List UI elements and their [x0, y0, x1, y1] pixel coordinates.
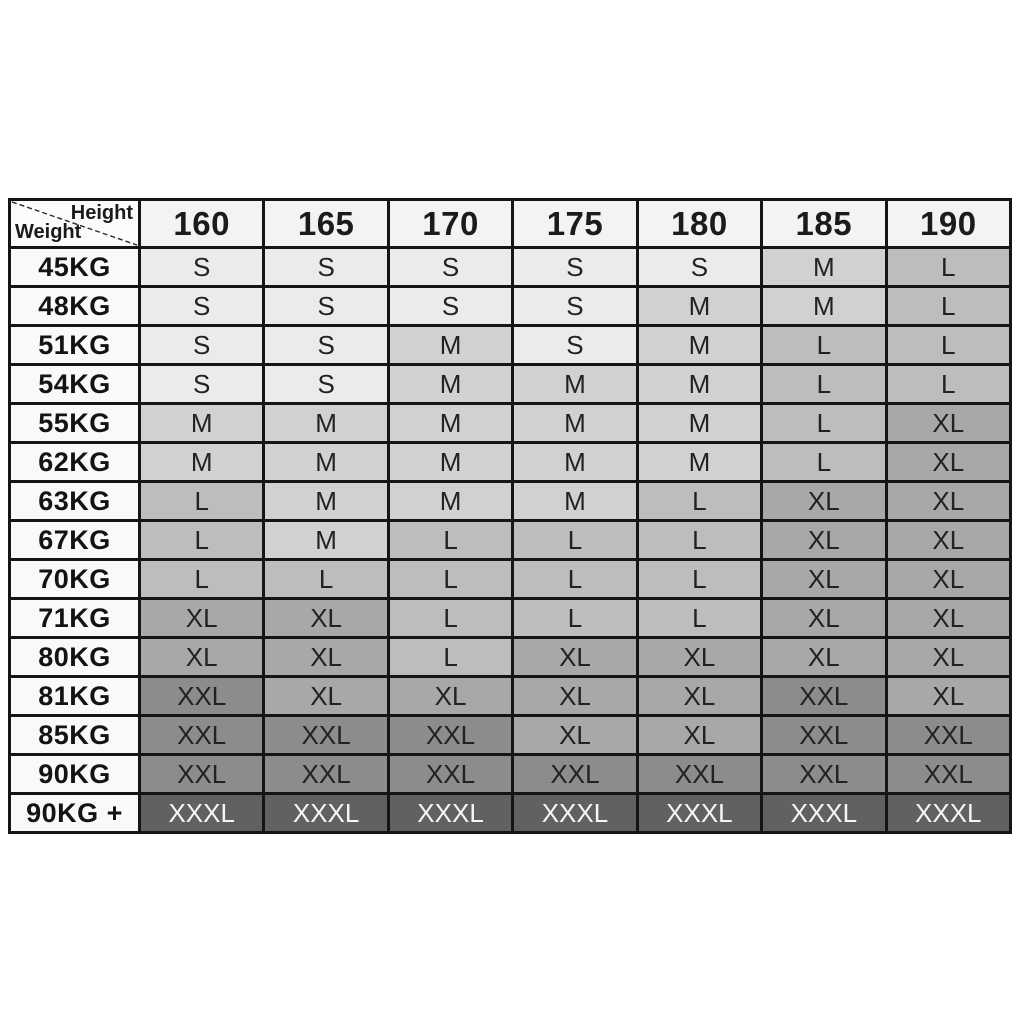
weight-label: 80KG [10, 638, 140, 677]
table-row [10, 716, 1011, 755]
size-cell: S [388, 248, 512, 287]
size-cell: XL [513, 677, 637, 716]
table-row [10, 599, 1011, 638]
weight-label: 81KG [10, 677, 140, 716]
size-cell: S [264, 365, 388, 404]
size-cell: XL [264, 599, 388, 638]
weight-label: 45KG [10, 248, 140, 287]
size-chart-body [10, 248, 1011, 833]
weight-label: 55KG [10, 404, 140, 443]
table-row [10, 404, 1011, 443]
size-cell: XL [886, 482, 1010, 521]
size-cell: XL [886, 638, 1010, 677]
size-cell: S [140, 365, 264, 404]
size-cell: L [886, 326, 1010, 365]
weight-label: 85KG [10, 716, 140, 755]
size-cell: XL [886, 521, 1010, 560]
table-row [10, 287, 1011, 326]
size-cell: XL [637, 638, 761, 677]
size-cell: S [140, 248, 264, 287]
size-cell: XXXL [140, 794, 264, 833]
height-header: 180 [637, 200, 761, 248]
table-row [10, 755, 1011, 794]
size-cell: XXL [762, 677, 886, 716]
size-cell: XL [886, 599, 1010, 638]
size-cell: XL [886, 677, 1010, 716]
size-cell: XXL [513, 755, 637, 794]
size-cell: XXL [388, 716, 512, 755]
size-cell: M [762, 287, 886, 326]
size-cell: XXL [762, 716, 886, 755]
size-cell: S [140, 287, 264, 326]
table-row [10, 326, 1011, 365]
size-cell: M [762, 248, 886, 287]
table-row [10, 638, 1011, 677]
height-header: 170 [388, 200, 512, 248]
corner-height-label: Height [70, 202, 133, 224]
weight-label: 90KG [10, 755, 140, 794]
size-cell: S [513, 248, 637, 287]
size-cell: XXL [637, 755, 761, 794]
table-row [10, 794, 1011, 833]
corner-weight-label: Weight [15, 221, 82, 243]
size-cell: XXXL [762, 794, 886, 833]
size-cell: XL [140, 599, 264, 638]
size-cell: XL [264, 677, 388, 716]
size-cell: S [513, 326, 637, 365]
size-cell: M [513, 404, 637, 443]
size-cell: M [264, 404, 388, 443]
height-header: 165 [264, 200, 388, 248]
size-cell: L [513, 521, 637, 560]
size-cell: S [637, 248, 761, 287]
header-row [10, 200, 1011, 248]
size-cell: XL [637, 677, 761, 716]
size-cell: XXL [140, 677, 264, 716]
size-cell: XL [637, 716, 761, 755]
size-cell: L [762, 443, 886, 482]
weight-label: 62KG [10, 443, 140, 482]
size-cell: XXXL [637, 794, 761, 833]
size-cell: L [264, 560, 388, 599]
size-cell: M [513, 443, 637, 482]
size-cell: XL [886, 443, 1010, 482]
size-cell: S [513, 287, 637, 326]
height-header: 175 [513, 200, 637, 248]
size-cell: XXL [886, 716, 1010, 755]
size-cell: L [388, 560, 512, 599]
size-cell: XL [886, 404, 1010, 443]
size-cell: M [513, 365, 637, 404]
weight-label: 51KG [10, 326, 140, 365]
size-cell: S [388, 287, 512, 326]
size-cell: L [886, 287, 1010, 326]
weight-label: 71KG [10, 599, 140, 638]
size-cell: L [762, 404, 886, 443]
weight-label: 48KG [10, 287, 140, 326]
size-cell: XL [762, 482, 886, 521]
size-chart-table [8, 198, 1012, 834]
size-cell: XL [762, 560, 886, 599]
size-cell: L [637, 521, 761, 560]
weight-label: 67KG [10, 521, 140, 560]
size-cell: XL [886, 560, 1010, 599]
size-cell: XL [762, 638, 886, 677]
size-cell: XXL [886, 755, 1010, 794]
size-cell: M [637, 326, 761, 365]
size-cell: L [388, 638, 512, 677]
size-cell: L [762, 326, 886, 365]
table-row [10, 521, 1011, 560]
weight-label: 90KG + [10, 794, 140, 833]
size-cell: XXL [140, 716, 264, 755]
size-cell: M [637, 287, 761, 326]
size-cell: XXL [762, 755, 886, 794]
size-cell: XL [513, 638, 637, 677]
size-cell: XXL [140, 755, 264, 794]
size-cell: L [140, 521, 264, 560]
size-cell: L [140, 482, 264, 521]
table-row [10, 365, 1011, 404]
weight-label: 70KG [10, 560, 140, 599]
size-cell: M [637, 365, 761, 404]
size-cell: XL [140, 638, 264, 677]
table-row [10, 677, 1011, 716]
table-row [10, 248, 1011, 287]
size-cell: M [264, 521, 388, 560]
size-cell: L [637, 482, 761, 521]
height-header: 160 [140, 200, 264, 248]
size-cell: XXL [264, 716, 388, 755]
size-cell: M [388, 365, 512, 404]
size-cell: L [637, 560, 761, 599]
size-cell: L [637, 599, 761, 638]
size-cell: M [140, 443, 264, 482]
weight-label: 63KG [10, 482, 140, 521]
size-cell: L [388, 521, 512, 560]
size-cell: S [140, 326, 264, 365]
size-cell: M [388, 443, 512, 482]
size-cell: L [886, 365, 1010, 404]
table-row [10, 560, 1011, 599]
weight-label: 54KG [10, 365, 140, 404]
height-header: 190 [886, 200, 1010, 248]
size-cell: M [388, 482, 512, 521]
size-cell: XXL [388, 755, 512, 794]
size-cell: S [264, 326, 388, 365]
size-cell: M [264, 443, 388, 482]
size-cell: S [264, 248, 388, 287]
size-cell: M [388, 404, 512, 443]
corner-cell [10, 200, 140, 248]
size-cell: XL [388, 677, 512, 716]
size-cell: XXXL [264, 794, 388, 833]
size-cell: M [140, 404, 264, 443]
size-cell: M [513, 482, 637, 521]
size-cell: XL [513, 716, 637, 755]
table-row [10, 443, 1011, 482]
size-cell: L [762, 365, 886, 404]
size-cell: XL [762, 521, 886, 560]
size-cell: XXXL [886, 794, 1010, 833]
size-cell: L [513, 560, 637, 599]
size-cell: M [264, 482, 388, 521]
size-cell: XL [264, 638, 388, 677]
size-cell: M [637, 404, 761, 443]
size-cell: L [886, 248, 1010, 287]
size-cell: XXXL [388, 794, 512, 833]
size-cell: XXXL [513, 794, 637, 833]
size-cell: L [388, 599, 512, 638]
size-cell: L [513, 599, 637, 638]
height-header: 185 [762, 200, 886, 248]
size-cell: M [637, 443, 761, 482]
size-cell: XXL [264, 755, 388, 794]
size-cell: XL [762, 599, 886, 638]
table-row [10, 482, 1011, 521]
size-cell: S [264, 287, 388, 326]
size-cell: M [388, 326, 512, 365]
size-cell: L [140, 560, 264, 599]
